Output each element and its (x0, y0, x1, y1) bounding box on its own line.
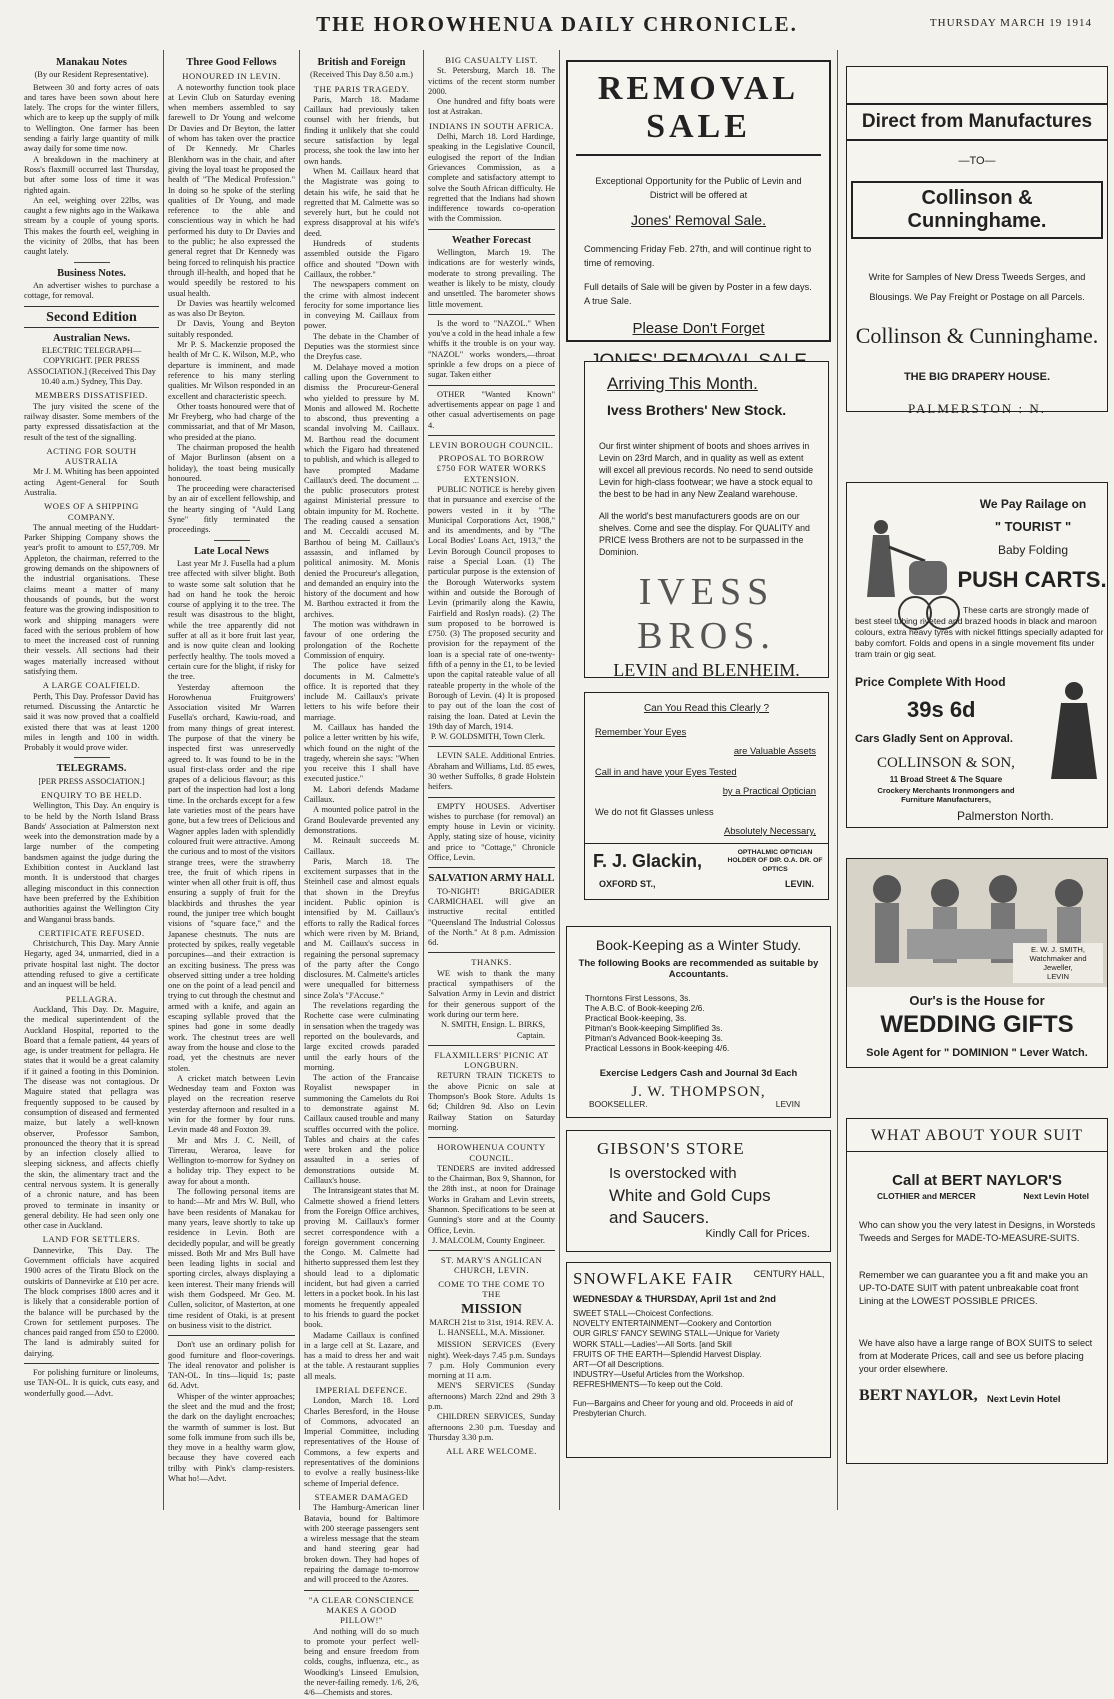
article-text: The motion was withdrawn in favour of one ordering the prolongation of the Rochette Commission of enquiry. (304, 620, 419, 660)
divider (428, 797, 555, 798)
article-text: The following personal items are to hand:—Mr and Mrs W. Bull, who have been residents of Manakau for many years, leave shortly to take up residence in Levin. Both are decidedly popular, and will be greatly missed. Both Mr and Mrs Bull have been leading lights in social and sporting circles, always displaying a keen interest. Their many friends will wish them Godspeed. Mr Geo. M. Cullen, solicitor, of Masterton, at one time resident of Otaki, is at present on business visit to the district. (168, 1187, 295, 1330)
advertisement-text: Is the word to "NAZOL." When you've a cold in the head inhale a few whiffs it the trouble is on your way. "NAZOL" works wonders,—throat sprinkle a few drops on a piece of sugar. Taken either (428, 318, 555, 380)
ad-text: J. W. THOMPSON, (631, 1084, 766, 1100)
subheading: CERTIFICATE REFUSED. (38, 927, 145, 938)
column-4 (428, 52, 555, 1507)
notice-text: ALL ARE WELCOME. (446, 1446, 537, 1457)
ad-text: All the world's best manufacturers goods are on our shelves. Come and see the display. For QUALITY and PRICE Ivess Brothers are not to be surpassed in the Dominion. (599, 511, 810, 557)
ad-title: Arriving This Month. (607, 374, 758, 393)
ad-text: OPTHALMIC OPTICIAN HOLDER OF DIP. O.A. DR. OF OPTICS (727, 849, 823, 873)
masthead (0, 0, 1114, 46)
ad-text: Sole Agent for " DOMINION " Lever Watch. (866, 1047, 1088, 1059)
ad-text: Crockery Merchants Ironmongers and Furniture Manufacturers, (877, 786, 1015, 804)
article-text: Auckland, This Day. Dr. Maguire, the medical superintendent of the Auckland Hospital, reported to the Board that a female patient, 44 years of age, is under treatment for pellagra. He states that it would be a great calamity if it gained a footing in this Dominion. The disease was not contagious. Dr Maguire stated that pellagra was frequently supposed to be caused by consumption of diseased and fermented maize, but lately a well-known observer, Professor Sambon, pronounced the theory that it is spread by an infection closely allied to sleeping sickness, and affects chiefly the skin, the alimentary tract and the central nervous system. It is generally of a chronic nature, and has been proved to terminate in insanity or general debility. He had seen only one other case in Auckland. (24, 1004, 159, 1231)
article-text: The chairman proposed the health of Major Burlinson (absent on a holiday), the toast being musically honoured. (168, 442, 295, 483)
notice-text: MEN'S SERVICES (Sunday afternoons) March 22nd and 29th 3 p.m. (428, 1381, 555, 1412)
article-text: Paris, March 18. The excitement surpasses that in the Steinheil case and almost equals that shown in the Dreyfus incident. Public opinion is intensified by M. Caillaux's efforts to rally the Radical forces which were riven by M. Briand, and M. Caillaux's success in regaining the personal supremacy of the party after the Congo disclosures. M. Calmette's articles were unequalled for bitterness since Zola's "J'Accuse." (304, 856, 419, 1000)
article-text: A cricket match between Levin Wednesday team and Foxton was played on the recreation reserve yesterday afternoon and resulted in a win for the former by four runs. Levin made 48 and Foxton 39. (168, 1073, 295, 1135)
notice-subheading: COME TO THE COME TO THE (438, 1278, 545, 1300)
notice-text: TENDERS are invited addressed to the Chairman, Box 9, Shannon, for the 28th inst., at noon for Drainage Works in Graham and Levin streets, Shannon. Specifications to be seen at Gunning's store and at the County Office, Levin. (428, 1163, 555, 1235)
fair-stall-list (573, 1309, 827, 1391)
ad-text: PALMERSTON : N. (908, 401, 1046, 416)
ad-text: CLOTHIER and MERCER (877, 1191, 976, 1201)
divider (168, 1335, 295, 1336)
ad-text: Write for Samples of New Dress Tweeds Serges, and Blousings. We Pay Freight or Postage on all Parcels. (868, 272, 1086, 302)
ad-text: Baby Folding (997, 543, 1069, 557)
article-heading: Business Notes. (57, 267, 126, 279)
ad-text: and Saucers. (609, 1208, 710, 1227)
subheading: BIG CASUALTY LIST. (445, 55, 538, 65)
divider (428, 435, 555, 436)
notice-heading: LEVIN BOROUGH COUNCIL. (429, 439, 554, 450)
article-text: Delhi, March 18. Lord Hardinge, speaking in the Legislative Council, eulogised the report of the Indian Grievances Commission, as a complete and satisfactory attempt to solve the South African difficulty. He regretted that the Indians had shown indifference towards co-operation with the Commission. (428, 132, 555, 224)
bert-naylor-ad (846, 1118, 1108, 1464)
mission-heading: MISSION (461, 1302, 522, 1318)
article-text: A breakdown in the machinery at Ross's flaxmill occurred last Thursday, but after some loss of time it was righted again. (24, 154, 159, 195)
ad-text: Jones' Removal Sale. (631, 212, 766, 228)
wedding-gifts-ad (846, 858, 1108, 1068)
collinson-cunninghame-ad (846, 66, 1108, 416)
removal-sale-ad (566, 60, 831, 342)
push-carts-ad (846, 482, 1108, 828)
list-item: ART—Of all Descriptions. (573, 1360, 664, 1370)
divider (74, 757, 110, 758)
ad-text: We Pay Railage on (979, 497, 1087, 511)
ad-text: Please Don't Forget (632, 320, 765, 337)
notice-text: TO-NIGHT! BRIGADIER CARMICHAEL will give an instructive recital entitled "Queensland The Industrial Colossus of the North." At 8 p.m. Admission 6d. (428, 886, 555, 948)
article-heading: TELEGRAMS. (56, 763, 127, 775)
article-heading: Three Good Fellows (186, 57, 277, 68)
advertisement-heading: "A CLEAR CONSCIENCE MAKES A GOOD PILLOW!" (308, 1594, 415, 1626)
notice-text: OTHER "Wanted Known" advertisements appear on page 1 and other casual advertisements on page 4. (428, 389, 555, 430)
ad-text: Collinson & Cunninghame. (855, 323, 1099, 348)
ad-text: Can You Read this Clearly ? (643, 703, 770, 714)
article-text: An eel, weighing over 22lbs, was caught a few nights ago in the Waikawa stream by a couple of young sports. This makes the fourth eel, weighing in the vicinity of 20lbs, that has been caught lately. (24, 195, 159, 257)
ad-text: THE BIG DRAPERY HOUSE. (903, 371, 1051, 383)
article-text: Dr Davies was heartily welcomed as was also Dr Beyton. (168, 298, 295, 319)
article-text: M. Delahaye moved a motion calling upon the Government to dismiss the Procureur-General who yielded to pressure by M. Monis and allowed M. Rochette to abscond, thus preventing a scandal involving M. Caillaux. M. Barthou read the document which the Figaro had threatened to publish, and which is alleged to have prompted Madame Caillaux's deed. The document ... the public prosecutors protest against Ministerial pressure to obtain impunity for M. Rochette. The reading caused a sensation and M. Ceccaldi accused M. Barthou of being M. Caillaux's assassin, and inflamed by political animosity. M. Monis denied the Procureur's allegation, and demanded an enquiry into the history of the document and how M. Barthou extracted it from the archives. (304, 362, 419, 619)
subheading: ACTING FOR SOUTH AUSTRALIA (46, 445, 137, 467)
article-text: An advertiser wishes to purchase a cottage, for removal. (24, 280, 159, 301)
book-list (567, 979, 830, 1053)
ad-text: by a Practical Optician (722, 785, 816, 796)
notice-heading: THANKS. (471, 957, 512, 968)
advertisement-text: Whisper of the winter approaches; the sleet and the mud and the frost; the dark on the daylight encroaches; the warmth of summer is lost. But some folk immune from such ills be, they move in a healthy warm glow, because they have covered each trilby with Pink's clamp-resisters. What ho!—Advt. (168, 1391, 295, 1484)
article-text: Yesterday afternoon the Horowhenua Fruitgrowers' Association visited Mr Warren Fusella's orchard, Kawiu-road, and from many things of great interest. The purpose of that the vinery be inspected first was unreservedly agreed to. It was found to be in the usual first-class order and the ripe grapes of a delicious flavour; as this part of the inspection had lost a long time. In the orchards except for a few late varieties most of the pears have gone, but a few trees of Delicious and Wagner apples laden with splendidly coloured fruit were attractive. Among the curious and to most of the visitors strange trees, were the strawberry tree, the fruit of which ripens in winter when all other fruit is off, thus ensuring a supply of fruit for the blackbirds and thrushes the year round, the juniper tree which bought visions of "square face," and the Japanese chestnuts. The nuts are protected by spikes, really vegetable porcupines—and their extraction is an exciting business. The press was observed sitting under a tree holding one on the point of a lead pencil and trying to cut through the chestnut and armed with a knife, and again an escaping syllable proved that the spines had gone in some deadly work. The chestnut trees are well away from the house and close to the road, yet the chestnuts are never stolen. (168, 682, 295, 1073)
notice-text: CHILDREN SERVICES, Sunday afternoons 2.30 p.m. Tuesday and Thursday 3.30 p.m. (428, 1412, 555, 1442)
notice-heading: ST. MARY'S ANGLICAN CHURCH, LEVIN. (440, 1255, 543, 1276)
divider (428, 314, 555, 315)
ad-title: SNOWFLAKE FAIR (573, 1269, 734, 1288)
ad-text: Collinson & Cunninghame. (851, 181, 1103, 239)
ad-text: " TOURIST " (994, 519, 1072, 534)
ad-text: Remember we can guarantee you a fit and make you an UP-TO-DATE SUIT with patent unbreakable coat front Lining at the LOWEST POSSIBLE PRICES. (859, 1270, 1088, 1306)
ad-text: IVESS BROS. (637, 571, 776, 657)
ad-text: Remember Your Eyes (595, 726, 687, 737)
article-text: A noteworthy function took place at Levin Club on Saturday evening when members assembled to say farewell to Dr Young and welcome Dr Davies and Dr Beyton, the latter of whom has taken over the practice of Dr Kennedy. Mr Charles Blenkhorn was in the chair, and after giving the loyal toast he proposed the health of "The Medical Profession." In doing so he spoke of the sterling qualities of Dr Young, and made reference to the able and conscientious way in which he had performed his duty to Dr Davies and to the public; he also expressed the general regret that Dr Kennedy was being forced to relinquish his practice through ill-health, and hoped that he would speedily be restored to his usual health. (168, 82, 295, 298)
snowflake-fair-ad (566, 1262, 831, 1458)
list-item: REFRESHMENTS—To keep out the Cold. (573, 1380, 723, 1390)
list-item: WORK STALL—Ladies'—All Sorts. [and Skill (573, 1339, 732, 1349)
article-text: Other toasts honoured were that of Mr Freyberg, who had charge of the commissariat, and that of Mr Mason, who presided at the piano. (168, 401, 295, 442)
article-text: The revelations regarding the Rochette case were culminating in sensation when the tragedy was reported on the boulevards, and large excited crowds paraded until the early hours of the morning. (304, 1001, 419, 1072)
ad-text: We do not fit Glasses unless (595, 806, 714, 817)
list-item: SWEET STALL—Choicest Confections. (573, 1309, 714, 1318)
ad-text: BERT NAYLOR, (859, 1387, 978, 1404)
article-heading: Weather Forecast (451, 234, 532, 246)
advertisement-text: Don't use an ordinary polish for good furniture and floor-coverings. The ideal renovator and polisher is TAN-OL. In tins—liquid 1s; paste 6d. Advt. (168, 1340, 295, 1391)
ad-text: Next Levin Hotel (1023, 1191, 1089, 1201)
ad-text: Cars Gladly Sent on Approval. (855, 733, 1013, 745)
article-text: The jury visited the scene of the railway disaster. Some members of the party expressed dissatisfaction at the result of the test of the signalling. (24, 401, 159, 442)
advertisement-text: And nothing will do so much to promote your perfect well-being and ensure freedom from colds, coughs, influenza, etc., as Woodking's Linseed Emulsion, the never-failing remedy. 1/6, 2/6, 4/6—Chemists and stores. (304, 1626, 419, 1698)
ad-text: Kindly Call for Prices. (705, 1228, 810, 1240)
column-rule (837, 50, 838, 1510)
ad-text: Ivess Brothers' New Stock. (607, 402, 787, 418)
column-rule (559, 50, 560, 1510)
glackin-optician-ad (584, 692, 829, 900)
notice-text: MARCH 21st to 31st, 1914. REV. A. L. HANSELL, M.A. Missioner. (429, 1317, 554, 1337)
ad-text: These carts are strongly made of best steel tubing riveted and brazed hoods in black and maroon colours, extra heavy tyres with nickel fittings specially adapted for baby comfort. Folds and opens in a single movement fits under tram train or gig seat. (855, 605, 1104, 659)
column-1 (24, 52, 159, 1507)
subheading: IMPERIAL DEFENCE. (315, 1385, 408, 1395)
subheading: LAND FOR SETTLERS. (42, 1234, 141, 1245)
divider (428, 1045, 555, 1046)
article-text: One hundred and fifty boats were lost at Astrakan. (428, 97, 555, 117)
notice-text: LEVIN SALE. Additional Entries. Abraham and Williams, Ltd. 85 ewes, 30 wether Suffolks, 8 grade Holstein heifers. (428, 751, 555, 792)
book-keeping-ad (566, 926, 831, 1118)
list-item: The A.B.C. of Book-keeping 2/6. (585, 1003, 705, 1013)
ad-title: WHAT ABOUT YOUR SUIT (847, 1127, 1107, 1152)
subheading: INDIANS IN SOUTH AFRICA. (429, 120, 554, 131)
divider (24, 1363, 159, 1364)
divider (428, 1137, 555, 1138)
issue-date: THURSDAY MARCH 19 1914 (929, 17, 1092, 29)
ad-title: WEDDING GIFTS (880, 1011, 1074, 1038)
ad-title: REMOVAL SALE (597, 70, 800, 145)
ad-text: White and Gold Cups (609, 1186, 771, 1205)
article-text: The action of the Francaise Royalist newspaper in summoning the Camelots du Roi to demonstrate against M. Caillaux caused trouble and many scuffles occurred with the police. Tables and chairs at the cafes were broken and the police assaulted in a series of demonstrations outside M. Caillaux's house. (304, 1073, 419, 1186)
divider (428, 385, 555, 386)
ad-text: We have also have a large range of BOX SUITS to select from at Moderate Prices, call and see us before placing your order elsewhere. (859, 1338, 1093, 1374)
woman-figure-illustration (1047, 679, 1101, 783)
subheading: WOES OF A SHIPPING COMPANY. (44, 501, 139, 522)
byline: (Received This Day 8.50 a.m.) (310, 70, 413, 80)
ad-text: Absolutely Necessary, (723, 825, 816, 836)
article-heading: Late Local News (194, 545, 269, 557)
list-item: Pitman's Book-keeping Simplified 3s. (585, 1023, 723, 1033)
ivess-bros-ad (584, 361, 829, 678)
article-text: The debate in the Chamber of Deputies was the stormiest since the Dreyfus case. (304, 331, 419, 362)
article-heading: Australian News. (52, 332, 130, 344)
notice-heading: HOROWHENUA COUNTY COUNCIL. (437, 1142, 546, 1163)
subheading: MEMBERS DISSATISFIED. (35, 390, 148, 401)
ad-text: Our first winter shipment of boots and shoes arrives in Levin on 23rd March, and in quality as well as extent will excel all previous records. No need to send outside Levin for high-class footwear; we have a stock equal to the best to be had in any New Zealand warehouse. (599, 441, 814, 499)
list-item: OUR GIRLS' FANCY SEWING STALL—Unique for Variety (573, 1329, 780, 1339)
list-item: NOVELTY ENTERTAINMENT—Cookery and Contortion (573, 1319, 772, 1329)
subheading: A LARGE COALFIELD. (42, 680, 141, 691)
divider (428, 746, 555, 747)
list-item: Practical Book-keeping, 3s. (585, 1013, 687, 1023)
article-heading: British and Foreign (317, 57, 406, 68)
ad-text: —TO— (958, 155, 996, 167)
ad-text: Call at BERT NAYLOR'S (892, 1172, 1062, 1189)
article-text: The police have seized documents in M. Calmette's office. It is reported that they include M. Caillaux's private letters to his wife before their marriage. (304, 661, 419, 722)
list-item: Practical Lessons in Book-keeping 4/6. (585, 1043, 730, 1053)
notice-text: RETURN TRAIN TICKETS to the above Picnic on sale at Thompson's Book Store. Adults 1s 6d; Children 9d. Also on Levin Railway Station on Saturday morning. (428, 1071, 555, 1132)
gibsons-store-ad (566, 1130, 831, 1252)
ad-text: Next Levin Hotel (987, 1393, 1061, 1404)
ad-text: Fun—Bargains and Cheer for young and old. Proceeds in aid of Presbyterian Church. (573, 1399, 793, 1418)
article-text: Wellington, This Day. An enquiry is to be held by the North Island Brass Bands' Association at Palmerston next week into the demonstration made by a large number of the competing bandsmen against the judge during the Exhibition contest in Auckland last month. It is understood that charges alleging misconduct in this connection have been preferred by the Exhibition authorities against the Wellington City and Wanganui brass bands. (24, 801, 159, 924)
column-rule (299, 50, 300, 1510)
article-text: Last year Mr J. Fusella had a plum tree affected with silver blight. Both to waste some salt solution that he had on hand he took the heroic course of applying it to the tree. The result was disastrous to the blight, while the tree apparently did not suffer at all as it bore fruit last year, and is now quite clean and looking perfectly healthy. The tools moved a certain cure for the blight, if risky for the tree. (168, 558, 295, 682)
article-text: London, March 18. Lord Charles Beresford, in the House of Commons, advocated an Imperial Committee, including representatives of the House of Commons, a few experts and representatives of the dominions to evolve a really business-like scheme of Imperial defence. (304, 1396, 419, 1488)
article-text: Wellington, March 19. The indications are for westerly winds, moderate to strong prevailing. The weather is likely to be misty, cloudy and unsettled. The barometer shows little movement. (428, 248, 555, 309)
section-heading: Second Edition (46, 309, 137, 325)
ad-text: Exercise Ledgers Cash and Journal 3d Each (599, 1067, 798, 1078)
article-text: M. Labori defends Madame Caillaux. (304, 784, 419, 805)
list-item: Pitman's Advanced Book-keeping 3s. (585, 1033, 724, 1043)
notice-text: MISSION SERVICES (Every night). Week-days 7.45 p.m. Sundays 7 p.m. Holy Communion every morning at 11 a.m. (428, 1340, 555, 1381)
ad-text: Our's is the House for (909, 993, 1045, 1008)
article-text: Paris, March 18. Madame Caillaux had previously taken counsel with her friends, but finding it unlikely that she could secure satisfaction by legal process, she took the law into her own hands. (304, 94, 419, 166)
signature: J. MALCOLM, County Engineer. (431, 1235, 545, 1245)
divider (428, 867, 555, 868)
divider (428, 229, 555, 230)
notice-text: PUBLIC NOTICE is hereby given that in pursuance and exercise of the powers vested in it by "The Municipal Corporations Act, 1908," and its amendments, and by "The Local Bodies' Loans Act, 1913," the Levin Borough Council proposes to raise a Special Loan. (1) The particular purpose is the extension of the Borough Waterworks system within and outside the Borough of Levin (primarily along the Kawiu, Fairfield and Roslyn roads). (2) The sum proposed to be borrowed is £750. (3) The proposed security and provision for the repayment of the loan is a special rate of one-twenty-fifth of a penny in the £1, to be levied upon the capital rateable value of all rateable property in the whole of the Borough of Levin. (4) It is proposed to pay out of the loan the cost of raising the loan. Dated at Levin the 19th day of March, 1914. (428, 484, 555, 731)
list-item: INDUSTRY—Useful Articles from the Workshop. (573, 1370, 745, 1380)
divider (24, 306, 159, 307)
ad-text: 11 Broad Street & The Square (889, 775, 1003, 784)
ad-text: Commencing Friday Feb. 27th, and will continue right to time of removing. (584, 244, 812, 268)
ad-text: Is overstocked with (609, 1165, 737, 1182)
byline: [PER PRESS ASSOCIATION.] (38, 776, 145, 786)
article-text: Dr Davis, Young and Beyton suitably responded. (168, 319, 295, 339)
article-text: Mr J. M. Whiting has been appointed acting Agent-General for South Australia. (24, 467, 159, 497)
dateline: ELECTRIC TELEGRAPH—COPYRIGHT. [PER PRESS ASSOCIATION.] (Received This Day 10.40 a.m.) Sydney, This Day. (27, 346, 156, 387)
divider (428, 1250, 555, 1251)
divider (74, 262, 110, 263)
signature: P. W. GOLDSMITH, Town Clerk. (430, 732, 545, 742)
notice-heading: SALVATION ARMY HALL (428, 873, 555, 885)
ad-text: E. W. J. SMITH, (1030, 945, 1085, 954)
ad-text: are Valuable Assets (733, 745, 816, 756)
article-text: St. Petersburg, March 18. The victims of the recent storm number 2000. (428, 66, 555, 96)
jeweller-label (1013, 943, 1103, 983)
ad-text: Exceptional Opportunity for the Public of Levin and District will be offered at (595, 176, 802, 200)
advertisement-text: For polishing furniture or linoleums, use TAN-OL. It is quick, cuts easy, and wonderfully good.—Advt. (24, 1368, 159, 1398)
subheading: HONOURED IN LEVIN. (182, 71, 281, 82)
price-text: 39s 6d (907, 697, 976, 722)
ad-text: PUSH CARTS. (957, 567, 1107, 592)
ad-text: Who can show you the very latest in Designs, in Worsteds Tweeds and Serges for MADE-TO-MEASURE-SUITS. (859, 1220, 1096, 1243)
subheading: THE PARIS TRAGEDY. (313, 83, 410, 94)
article-text: The Hamburg-American liner Batavia, bound for Baltimore with 200 steerage passengers sent a wireless message that the steam and hand steering gear had broken down. They had hopes of repairing the damage to-morrow and will proceed to the Azores. (304, 1503, 419, 1585)
article-text: The annual meeting of the Huddart-Parker Shipping Company shows the year's profit to amount to £57,709. Mr Appleton, the chairman, referred to the growing demands on the shipowners of the industrial organisations. These claims meant a matter of many thousands of pounds, but the worst feature was the growing indisposition to work and shipping managers were faced with the serious problem of how to meet the increased cost of running their vessels. All sections had their wages materially increased without satisfying them. (24, 522, 159, 677)
notice-subheading: PROPOSAL TO BORROW £750 FOR WATER WORKS EXTENSION. (436, 453, 547, 484)
ad-text: Full details of Sale will be given by Poster in a few days. A true Sale. (584, 282, 812, 306)
column-3 (304, 52, 419, 1698)
ad-text: LEVIN and BLENHEIM. (613, 660, 800, 680)
divider (428, 952, 555, 953)
ad-text: LEVIN. (785, 879, 815, 889)
article-text: The Intransigeant states that M. Calmette showed a friend letters from the Foreign Office archives, proving M. Caillaux's former secret correspondence with a foreign government concerning the Congo. M. Calmette had hitherto suppressed them lest they should lead to a diplomatic incident, but had given a carried letters in a pocket book. In his last moments he frequently appealed to his friends to guard the pocket book. (304, 1186, 419, 1330)
ad-text: LEVIN (1047, 972, 1069, 981)
article-text: Christchurch, This Day. Mary Annie Hegarty, aged 34, unmarried, died in a private hospital last night. The doctor attending refused to give a certificate and an inquest will be held. (24, 939, 159, 990)
list-item: FRUITS OF THE EARTH—Splendid Harvest Display. (573, 1349, 762, 1359)
divider (214, 540, 250, 541)
ad-text: Call in and have your Eyes Tested (595, 766, 737, 777)
ad-text: F. J. Glackin, (593, 851, 703, 871)
ad-text: COLLINSON & SON, (877, 755, 1015, 771)
subheading: STEAMER DAMAGED (314, 1491, 409, 1502)
column-2 (168, 52, 295, 1507)
article-text: A mounted police patrol in the Grand Boulevarde prevented any demonstrations. (304, 805, 419, 835)
article-text: Hundreds of students assembled outside the Figaro office and shouted "Down with Caillaux, the robber." (304, 239, 419, 279)
divider (304, 1590, 419, 1591)
article-text: Mr and Mrs J. C. Neill, of Tirrerau, Weraroa, leave for Wellington to-morrow for Sydney on a holiday trip. They expect to be away for about a month. (168, 1135, 295, 1186)
signature: N. SMITH, Ensign. L. BIRKS, Captain. (441, 1020, 545, 1040)
ad-title: Direct from Manufactures (847, 103, 1107, 141)
column-rule (163, 50, 164, 1510)
ad-text: Watchmaker and Jeweller, (1029, 954, 1087, 972)
article-heading: Manakau Notes (56, 57, 127, 68)
notice-text: WE wish to thank the many practical sympathisers of the Salvation Army in Levin and district for their generous support of the work during our term here. (428, 968, 555, 1019)
article-text: Between 30 and forty acres of oats and tares have been sown about here lately. The crops for the winter fillers, which are to keep up the supply of milk to Wellington. One farmer has been sending a fairly large quantity of milk away daily for some time now. (24, 82, 159, 154)
article-text: Dannevirke, This Day. The Government officials have acquired 1900 acres of the Tiratu Block on the outskirts of Dannevirke at £10 per acre. The block comprises 1800 acres and it is likely that a considerable portion of the balance will be purchased by the Crown for settlement purposes. The chances paid ranged from £50 to £2000. The land is admirably suited for dairying. (24, 1245, 159, 1358)
article-text: Perth, This Day. Professor David has returned. Discussing the Antarctic he said it was now proved that a coalfield existed there that was at least 1200 miles in length and 100 in width. Probably it would prove wider. (24, 691, 159, 753)
ad-text: BOOKSELLER. (589, 1099, 648, 1109)
article-text: The newspapers comment on the crime with almost indecent ferocity for some importance lies in conveying M. Caillaux from power. (304, 280, 419, 331)
ad-text: LEVIN (775, 1099, 800, 1109)
article-text: M. Caillaux has handed the police a letter written by his wife, which found on the night of the tragedy, wherein she says: "When you receive this I shall have executed justice." (304, 723, 419, 784)
ad-text: OXFORD ST., (599, 879, 656, 889)
ad-title: Book-Keeping as a Winter Study. (595, 937, 802, 953)
article-text: M. Reinault succeeds M. Caillaux. (304, 836, 419, 856)
ad-text: The following Books are recommended as suitable by Accountants. (578, 957, 819, 979)
notice-heading: FLAXMILLERS' PICNIC AT LONGBURN. (434, 1049, 549, 1071)
ad-text: Palmerston North. (957, 809, 1054, 823)
list-item: Thorntons First Lessons, 3s. (585, 993, 691, 1003)
ad-text: Price Complete With Hood (855, 675, 1006, 689)
article-text: When M. Caillaux heard that the Magistrate was going to detain his wife, he said that he regretted that M. Calmette was so severely hurt, but he could not express disapproval at his wife's deed. (304, 166, 419, 238)
divider (24, 327, 159, 328)
column-rule (423, 50, 424, 1510)
article-text: Mr P. S. Mackenzie proposed the health of Mr C. K. Wilson, M.P., who departure is imminent, and made reference to his many sterling qualities. Mr Wilson responded in an excellent and characteristic speech. (168, 340, 295, 401)
article-text: The proceeding were characterised by an air of excellent fellowship, and the hearty singing of "Auld Lang Syne" fitly terminated the proceedings. (168, 484, 295, 535)
subheading: PELLAGRA. (65, 993, 118, 1004)
notice-text: EMPTY HOUSES. Advertiser wishes to purchase (for removal) an empty house in Levin or vicinity. Apply, stating size of house, vicinity and price to "Cottage," Chronicle Office, Levin. (428, 801, 555, 863)
ad-title: GIBSON'S STORE (597, 1139, 745, 1158)
ad-text: WEDNESDAY & THURSDAY, April 1st and 2nd (573, 1293, 776, 1304)
newspaper-title: THE HOROWHENUA DAILY CHRONICLE. (316, 12, 798, 36)
ad-text: CENTURY HALL, (753, 1269, 825, 1279)
subheading: ENQUIRY TO BE HELD. (40, 790, 142, 800)
byline: (By our Resident Representative). (34, 70, 149, 80)
article-text: Madame Caillaux is confined in a large cell at St. Lazare, and has a maid to dress her and wait at the table. A restaurant supplies all meals. (304, 1330, 419, 1381)
